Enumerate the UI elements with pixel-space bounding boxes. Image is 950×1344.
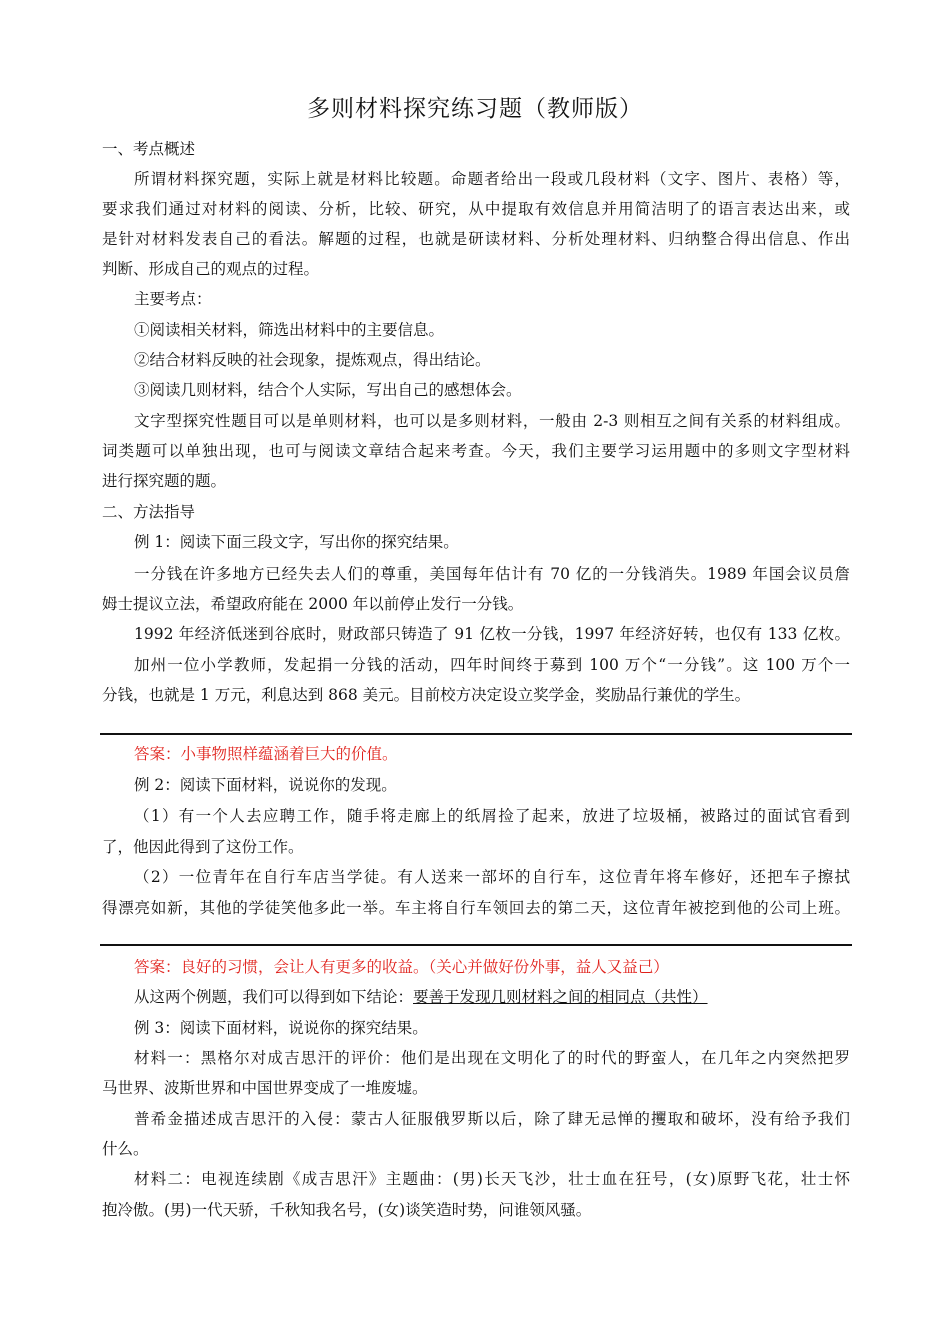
example1-line: 姆士提议立法，希望政府能在 2000 年以前停止发行一分钱。: [102, 595, 524, 613]
conclusion-prefix: 从这两个例题，我们可以得到如下结论：: [134, 988, 414, 1006]
section-heading-1: 一、考点概述: [102, 140, 196, 158]
example3-line: 什么。: [102, 1140, 149, 1158]
example3-line: 马世界、波斯世界和中国世界变成了一堆废墟。: [102, 1079, 428, 1097]
example1-answer: 答案：小事物照样蕴涵着巨大的价值。: [134, 745, 398, 763]
example1-line: 一分钱在许多地方已经失去人们的尊重，美国每年估计有 70 亿的一分钱消失。1989 年国会议员詹: [134, 565, 850, 583]
example3-line: 抱冷傲。(男)一代天骄，千秋知我名号，(女)谈笑造时势，问谁领风骚。: [102, 1201, 592, 1219]
intro-line: 要求我们通过对材料的阅读、分析，比较、研究，从中提取有效信息并用简洁明了的语言表达出来，或: [102, 200, 850, 218]
type-line: 词类题可以单独出现，也可与阅读文章结合起来考查。今天，我们主要学习运用题中的多则文字型材料: [102, 442, 850, 460]
example2-answer: 答案：良好的习惯，会让人有更多的收益。（关心并做好份外事，益人又益己）: [134, 958, 669, 976]
type-line: 文字型探究性题目可以是单则材料，也可以是多则材料，一般由 2-3 则相互之间有关系的材料组成。: [134, 412, 850, 430]
example3-line: 材料二：电视连续剧《成吉思汗》主题曲：(男)长天飞沙，壮士血在狂号，(女)原野飞花，壮士怀: [134, 1170, 850, 1188]
example2-prompt: 例 2：阅读下面材料，说说你的发现。: [134, 776, 397, 794]
key-point: ②结合材料反映的社会现象，提炼观点，得出结论。: [134, 351, 491, 369]
conclusion: [134, 983, 882, 1012]
example2-line: （1）有一个人去应聘工作，随手将走廊上的纸屑捡了起来，放进了垃圾桶，被路过的面试官看到: [134, 807, 850, 825]
intro-line: 判断、形成自己的观点的过程。: [102, 260, 320, 278]
divider: [100, 944, 852, 946]
example2-line: 得漂亮如新，其他的学徒笑他多此一举。车主将自行车领回去的第二天，这位青年被挖到他的公司上班。: [102, 899, 850, 917]
example1-line: 分钱，也就是 1 万元，利息达到 868 美元。目前校方决定设立奖学金，奖励品行兼优的学生。: [102, 686, 751, 704]
example3-line: 材料一：黑格尔对成吉思汗的评价：他们是出现在文明化了的时代的野蛮人，在几年之内突然把罗: [134, 1049, 850, 1067]
key-point: ③阅读几则材料，结合个人实际，写出自己的感想体会。: [134, 381, 522, 399]
example2-line: 了，他因此得到了这份工作。: [102, 838, 304, 856]
type-line: 进行探究题的题。: [102, 472, 227, 490]
intro-line: 所谓材料探究题，实际上就是材料比较题。命题者给出一段或几段材料（文字、图片、表格）等，: [134, 170, 850, 188]
divider: [100, 733, 852, 735]
example1-line: 1992 年经济低迷到谷底时，财政部只铸造了 91 亿枚一分钱，1997 年经济好转，也仅有 133 亿枚。: [134, 625, 850, 643]
example3-line: 普希金描述成吉思汗的入侵：蒙古人征服俄罗斯以后，除了肆无忌惮的攫取和破坏，没有给予我们: [134, 1110, 850, 1128]
example1-prompt: 例 1：阅读下面三段文字，写出你的探究结果。: [134, 533, 459, 551]
intro-line: 是针对材料发表自己的看法。解题的过程，也就是研读材料、分析处理材料、归纳整合得出信息、作出: [102, 230, 850, 248]
example2-line: （2）一位青年在自行车店当学徒。有人送来一部坏的自行车，这位青年将车修好，还把车子擦拭: [134, 868, 850, 886]
key-points-label: 主要考点：: [134, 290, 212, 308]
conclusion-underlined: 要善于发现几则材料之间的相同点（共性）: [413, 988, 708, 1006]
example1-line: 加州一位小学教师，发起捐一分钱的活动，四年时间终于募到 100 万个“一分钱”。这 100 万个一: [134, 656, 850, 674]
example3-prompt: 例 3：阅读下面材料，说说你的探究结果。: [134, 1019, 428, 1037]
key-point: ①阅读相关材料，筛选出材料中的主要信息。: [134, 321, 445, 339]
page-title: 多则材料探究练习题（教师版）: [307, 96, 643, 122]
section-heading-2: 二、方法指导: [102, 503, 196, 521]
